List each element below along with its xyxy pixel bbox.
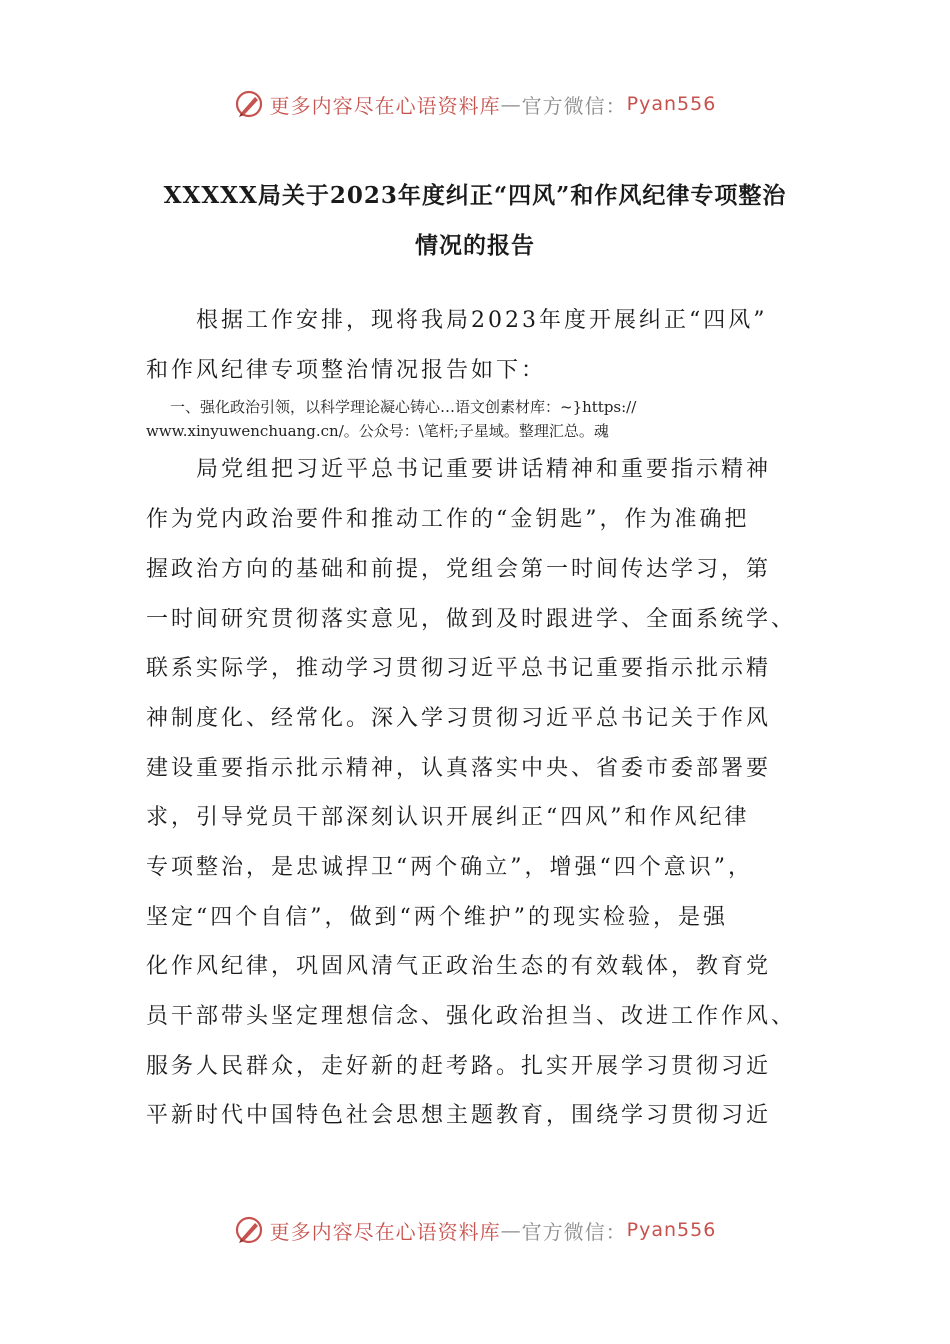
- section-note-text: 一、强化政治引领，以科学理论凝心铸心…语文创素材库：~}https://: [170, 398, 637, 416]
- body-line-12: 员干部带头坚定理想信念、强化政治担当、改进工作作风、: [146, 1004, 797, 1029]
- watermark-dash: —: [500, 1218, 522, 1242]
- body-line-13: 服务人民群众，走好新的赶考路。扎实开展学习贯彻习近: [146, 1054, 772, 1079]
- intro-line-1: 根据工作安排，现将我局2023年度开展纠正“四风”: [196, 308, 768, 333]
- watermark-official: 官方微信：: [521, 1219, 627, 1244]
- intro-line-2: 和作风纪律专项整治情况报告如下：: [146, 358, 547, 383]
- body-line-5: 联系实际学，推动学习贯彻习近平总书记重要指示批示精: [146, 656, 772, 681]
- body-line-2: 作为党内政治要件和推动工作的“金钥匙”，作为准确把: [146, 507, 750, 532]
- watermark-text: 更多内容尽在心语资料库: [269, 1219, 501, 1244]
- footer-watermark: [0, 1210, 950, 1250]
- watermark-dash: —: [500, 92, 522, 116]
- body-line-11: 化作风纪律，巩固风清气正政治生态的有效载体，教育党: [146, 954, 772, 979]
- pen-logo-icon: [234, 1215, 264, 1245]
- watermark-wechat-id: Pyan556: [626, 93, 717, 115]
- body-line-4: 一时间研究贯彻落实意见，做到及时跟进学、全面系统学、: [146, 607, 797, 632]
- header-watermark: [0, 84, 950, 124]
- body-line-7: 建设重要指示批示精神，认真落实中央、省委市委部署要: [146, 756, 772, 781]
- watermark-wechat-id: Pyan556: [626, 1219, 717, 1241]
- section-note-line2: www.xinyuwenchuang.cn/。公众号：\笔杆;子星域。整理汇总。魂: [146, 422, 609, 440]
- body-line-9: 专项整治，是忠诚捍卫“两个确立”，增强“四个意识”，: [146, 855, 753, 880]
- body-line-10: 坚定“四个自信”，做到“两个维护”的现实检验，是强: [146, 905, 728, 930]
- body-line-6: 神制度化、经常化。深入学习贯彻习近平总书记关于作风: [146, 706, 772, 731]
- pen-logo-icon: [234, 89, 264, 119]
- body-line-3: 握政治方向的基础和前提，党组会第一时间传达学习，第: [146, 557, 772, 582]
- document-title-line2: 情况的报告: [415, 232, 535, 259]
- document-title-line1: XXXXX局关于2023年度纠正“四风”和作风纪律专项整治: [163, 182, 787, 209]
- watermark-text: 更多内容尽在心语资料库: [269, 93, 501, 118]
- body-line-1: 局党组把习近平总书记重要讲话精神和重要指示精神: [196, 457, 772, 482]
- watermark-official: 官方微信：: [521, 93, 627, 118]
- section-note-line1: [170, 396, 636, 418]
- body-line-8: 求，引导党员干部深刻认识开展纠正“四风”和作风纪律: [146, 805, 750, 830]
- body-line-14: 平新时代中国特色社会思想主题教育，围绕学习贯彻习近: [146, 1103, 772, 1128]
